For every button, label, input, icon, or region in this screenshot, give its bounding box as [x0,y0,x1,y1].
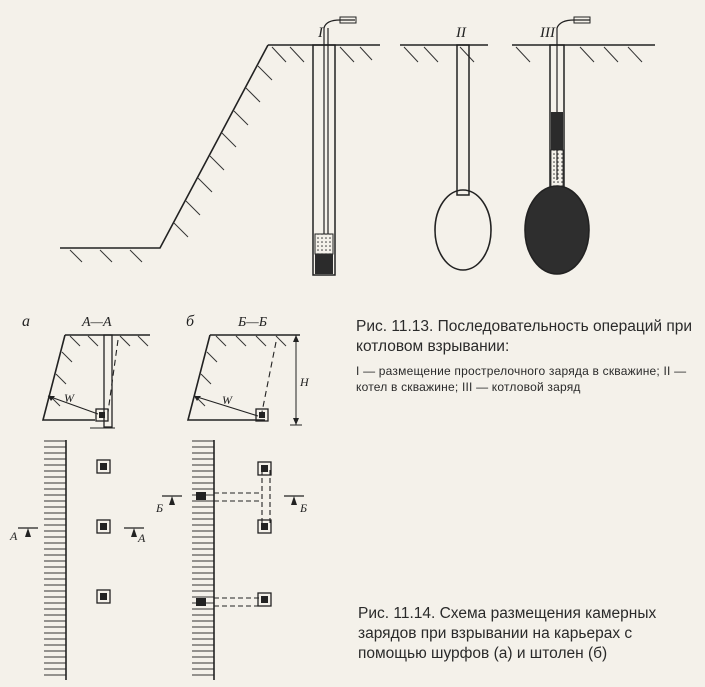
section-a-a-label: А—А [82,315,112,330]
panel-b-label: б [186,313,195,330]
cut-mark-b-left: Б [156,501,164,515]
figure-11-13-caption [356,317,696,395]
figure-11-13-caption-legend: I — размещение прострелочного заряда в скважине; II — котел в скважине; III — котловой заряд [356,364,687,394]
dim-h-b: H [300,375,309,389]
well-1-label: I [318,25,323,41]
figure-11-13 [60,17,655,275]
panel-a-label: а [22,313,30,330]
pit-2 [97,520,110,533]
cut-mark-a-right: А [138,531,146,545]
section-a-a [43,335,150,428]
adit-lower [214,598,262,606]
well-3-label: III [540,25,555,41]
pit-3 [97,590,110,603]
section-b-b [188,335,310,425]
well-1 [313,17,356,275]
figure-11-14-caption [358,604,694,664]
figure-11-14-caption-text: Рис. 11.14. Схема размещения камерных зарядов при взрывании на карьерах с помощью шурфов (а) и штолен (б) [358,605,657,662]
cut-mark-b-right: Б [300,501,308,515]
dim-w-b: W [222,393,232,407]
figure-11-14 [9,313,310,680]
section-b-b-label: Б—Б [238,315,267,330]
well-2-label: II [456,25,466,41]
figure-11-13-caption-title: Рис. 11.13. Последовательность операций при котловом взрывании: [356,318,693,355]
dim-w-a: W [64,391,74,405]
adit-upper [214,470,270,525]
well-3 [525,17,590,274]
plan-a-pits [9,440,146,680]
well-2 [435,25,491,270]
cut-mark-a-left: А [10,529,18,543]
pit-1 [97,460,110,473]
plan-b-adits [155,440,307,680]
